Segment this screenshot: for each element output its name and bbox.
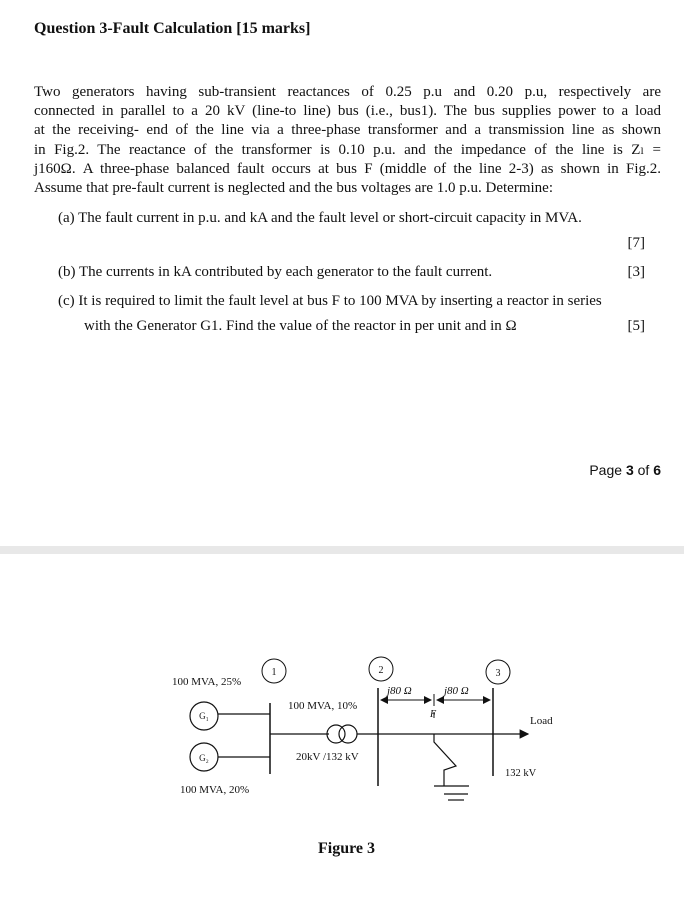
load-label: Load [530, 715, 553, 727]
g2-rating: 100 MVA, 20% [180, 784, 250, 796]
part-b-marks: [3] [627, 264, 645, 280]
transformer-voltage: 20kV /132 kV [296, 751, 359, 763]
page-current: 3 [625, 462, 634, 478]
part-b-text: (b) The currents in kA contributed by each generator to the fault current. [58, 264, 493, 280]
line-right-impedance: j80 Ω [444, 685, 469, 697]
page-total: 6 [653, 462, 661, 478]
line-left-impedance: j80 Ω [387, 685, 412, 697]
part-c-marks: [5] [627, 318, 645, 334]
bus-3-label: 3 [495, 668, 501, 679]
bus-2-label: 2 [378, 665, 384, 676]
paragraph-line: in Fig.2. The reactance of the transformer is 0.10 p.u. and the impedance of the line is Zₗ = [34, 141, 661, 158]
g1-label: G₁ [199, 711, 209, 721]
figure-caption: Figure 3 [318, 840, 376, 857]
paragraph-line: j160Ω. A three-phase balanced fault occurs at bus F (middle of the line 2-3) as shown in Fig.2. [34, 160, 661, 177]
paragraph-last-line: Assume that pre-fault current is neglected and the bus voltages are 1.0 p.u. Determine: [34, 180, 553, 196]
paragraph-line: at the receiving- end of the line via a three-phase transformer and a transmission line as shown [34, 122, 661, 139]
page-middle: of [633, 462, 654, 478]
fault-symbol [434, 734, 456, 786]
g2-label: G₂ [199, 753, 209, 763]
page-prefix: Page [589, 462, 626, 478]
paragraph-line: connected in parallel to a 20 kV (line-to line) bus (i.e., bus1). The bus supplies power to a load [34, 103, 661, 120]
g1-rating: 100 MVA, 25% [172, 676, 242, 688]
transformer-rating: 100 MVA, 10% [288, 700, 358, 712]
part-c-text-line2: with the Generator G1. Find the value of the reactor in per unit and in Ω [84, 318, 517, 334]
transformer-winding-2 [339, 725, 357, 743]
part-a-text: (a) The fault current in p.u. and kA and the fault level or short-circuit capacity in MVA. [58, 210, 582, 226]
bus-1-label: 1 [271, 667, 277, 678]
load-voltage: 132 kV [505, 768, 537, 779]
question-heading: Question 3-Fault Calculation [15 marks] [34, 20, 311, 37]
paragraph-line: Two generators having sub-transient reactances of 0.25 p.u and 0.20 p.u, respectively are [34, 84, 661, 100]
fault-label: F [430, 709, 437, 720]
part-c-text-line1: (c) It is required to limit the fault level at bus F to 100 MVA by inserting a reactor in series [58, 293, 602, 309]
part-a-marks: [7] [627, 235, 645, 251]
